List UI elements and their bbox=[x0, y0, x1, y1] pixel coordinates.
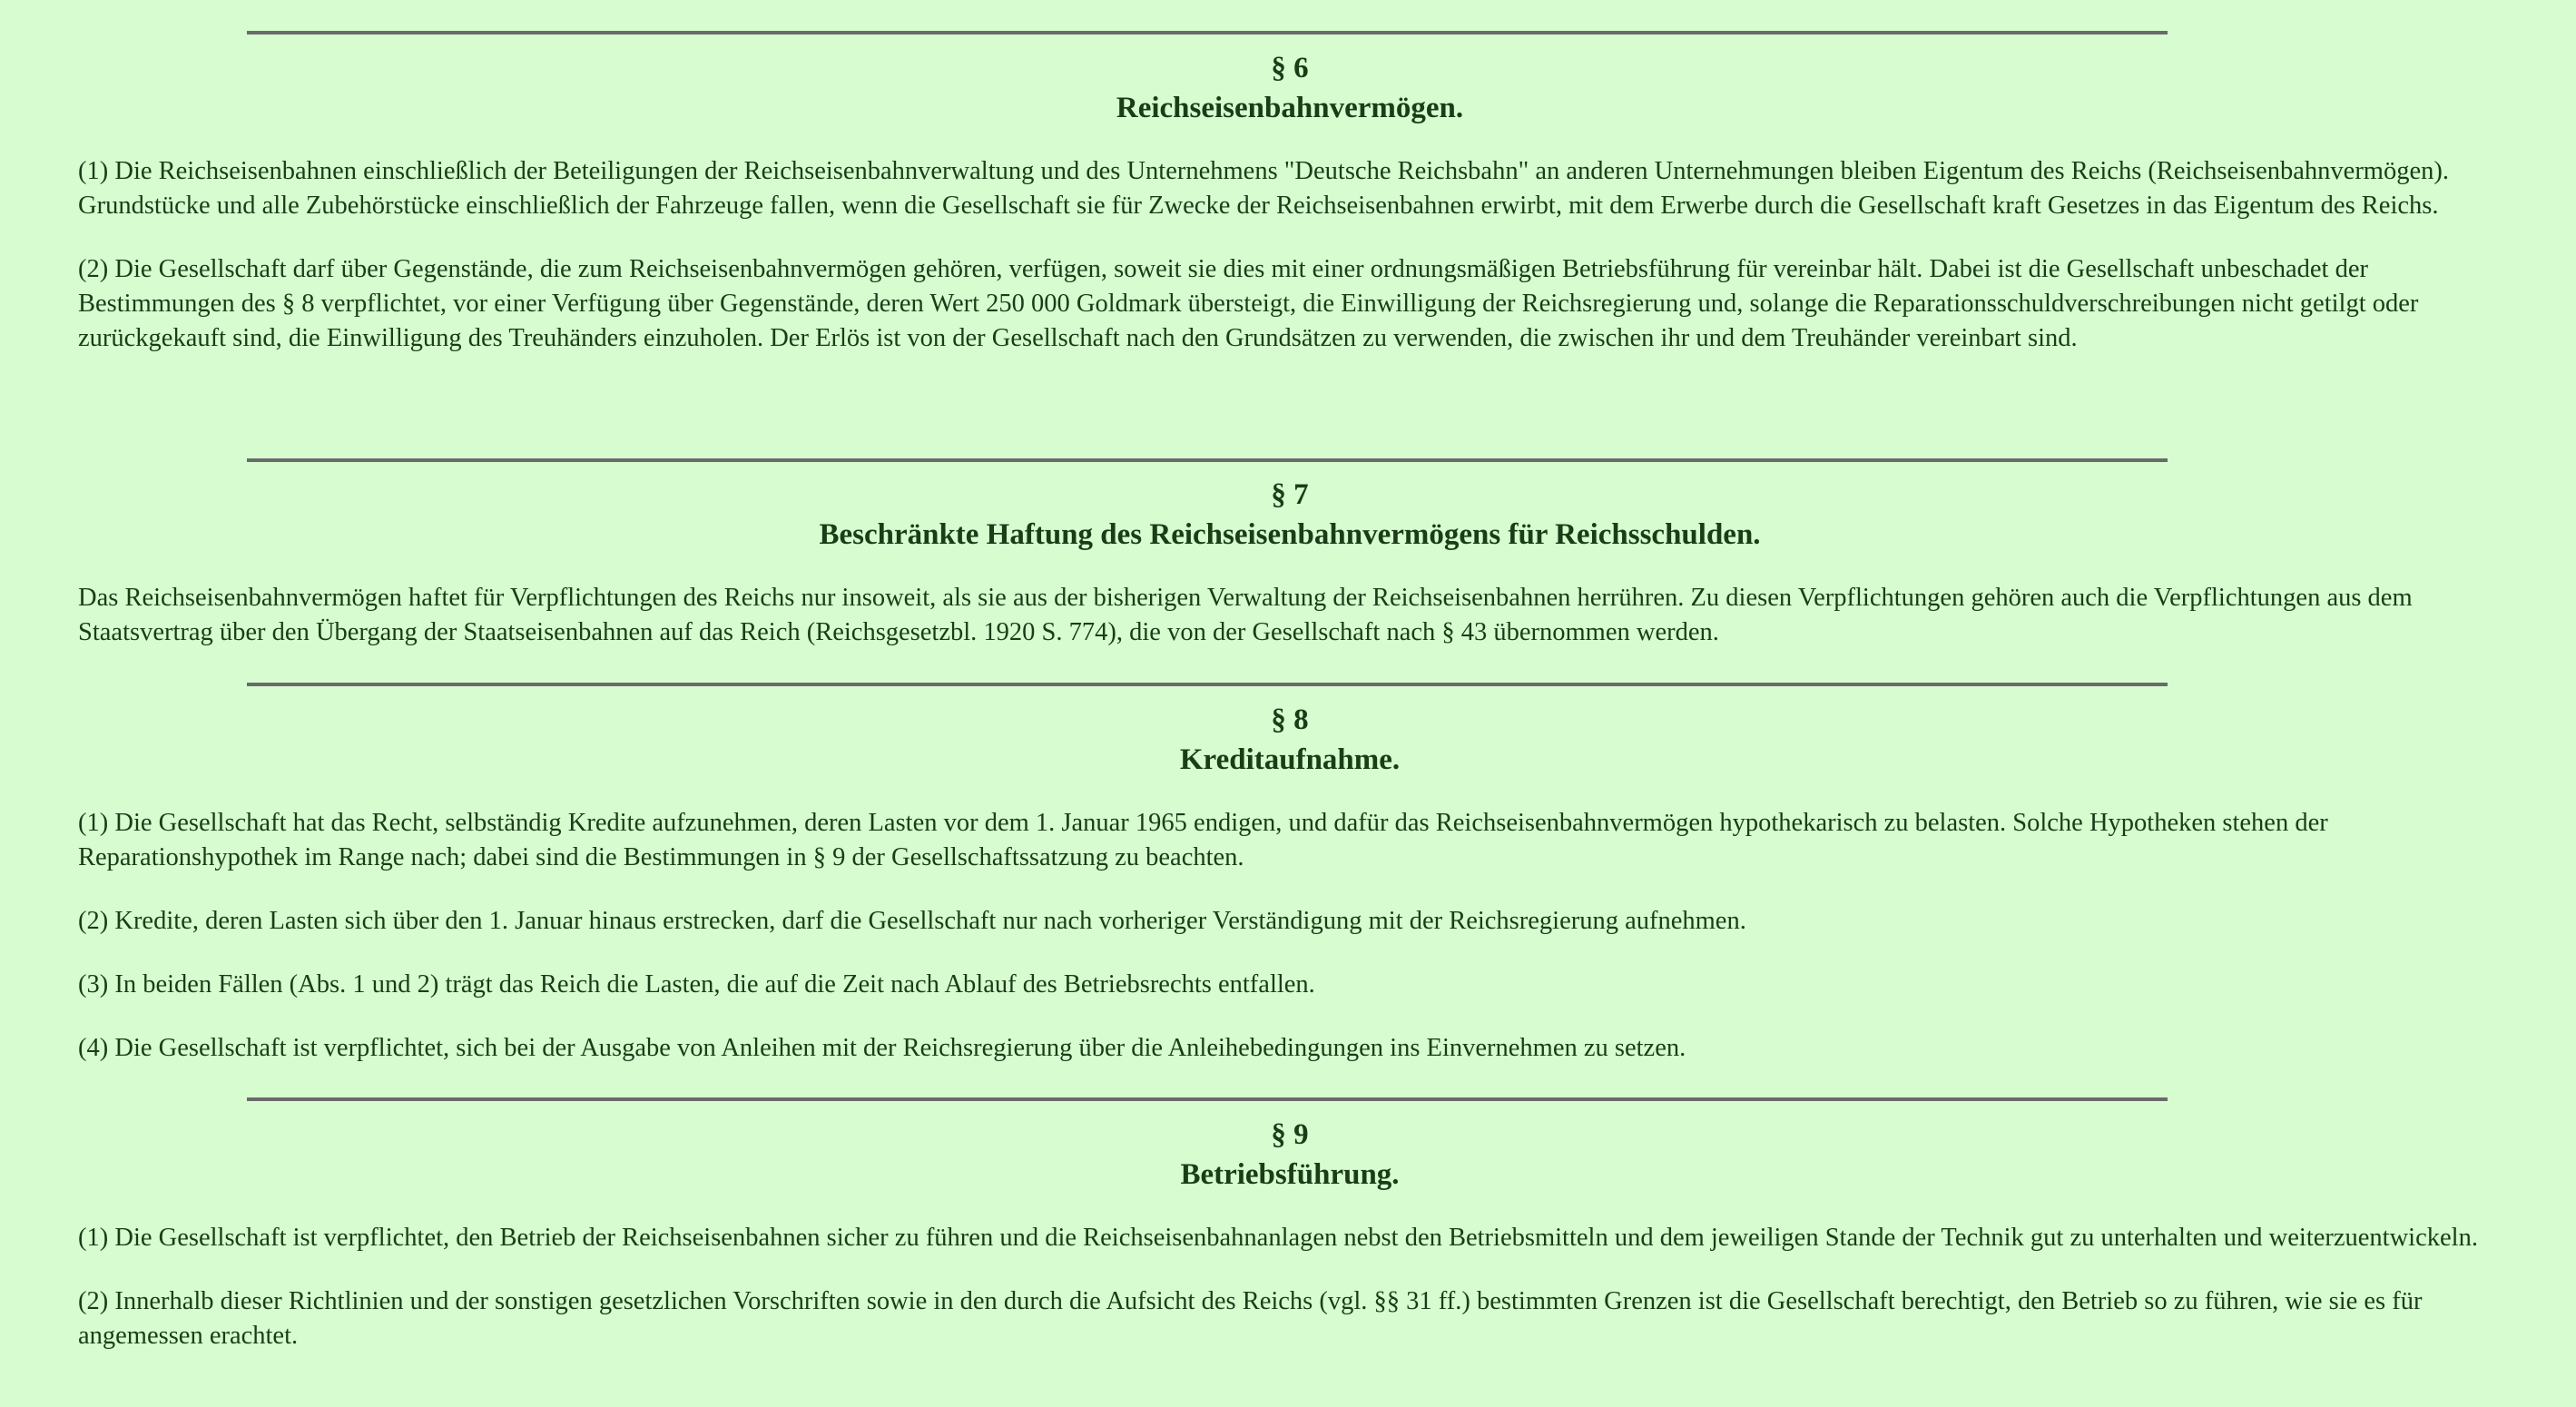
paragraph: Das Reichseisenbahnvermögen haftet für Verpflichtungen des Reichs nur insoweit, als sie aus der bisherigen Verwaltung der Reichseisenbahnen herrühren. Zu diesen Verpflichtungen gehören auch die Verpflichtungen aus dem Staatsvertrag über den Übergang der Staatseisenbahnen auf das Reich (Reichsgesetzbl. 1920 S. 774), die von der Gesellschaft nach § 43 übernommen werden. bbox=[78, 584, 2413, 646]
paragraph: (1) Die Reichseisenbahnen einschließlich der Beteiligungen der Reichseisenbahnverwaltung und des Unternehmens "Deutsche Reichsbahn" an anderen Unternehmungen bleiben Eigentum des Reichs (Reichseisenbahnvermögen). Grundstücke und alle Zubehörstücke einschließlich der Fahrzeuge fallen, wenn die Gesellschaft sie für Zwecke der Reichseisenbahnen erwirbt, mit dem Erwerbe durch die Gesellschaft kraft Gesetzes in das Eigentum des Reichs. bbox=[78, 157, 2449, 220]
section-6 bbox=[78, 48, 2502, 356]
section-number: § 6 bbox=[1271, 52, 1309, 84]
section-8 bbox=[78, 700, 2502, 1066]
section-divider bbox=[247, 683, 2168, 686]
paragraph: (1) Die Gesellschaft ist verpflichtet, den Betrieb der Reichseisenbahnen sicher zu führen und die Reichseisenbahnanlagen nebst den Betriebsmitteln und dem jeweiligen Stande der Technik gut zu unterhalten und weiterzuentwickeln. bbox=[78, 1224, 2478, 1252]
paragraph: (2) Die Gesellschaft darf über Gegenstände, die zum Reichseisenbahnvermögen gehören, verfügen, soweit sie dies mit einer ordnungsmäßigen Betriebsführung für vereinbar hält. Dabei ist die Gesellschaft unbeschadet der Bestimmungen des § 8 verpflichtet, vor einer Verfügung über Gegenstände, deren Wert 250 000 Goldmark übersteigt, die Einwilligung der Reichsregierung und, solange die Reparationsschuldverschreibungen nicht getilgt oder zurückgekauft sind, die Einwilligung des Treuhänders einzuholen. Der Erlös ist von der Gesellschaft nach den Grundsätzen zu verwenden, die zwischen ihr und dem Treuhänder vereinbart sind. bbox=[78, 255, 2419, 352]
section-body bbox=[78, 154, 2502, 356]
section-body bbox=[78, 806, 2502, 1066]
section-7 bbox=[78, 475, 2502, 650]
section-9 bbox=[78, 1115, 2502, 1353]
section-body bbox=[78, 1221, 2502, 1353]
section-divider bbox=[247, 1097, 2168, 1101]
paragraph: (2) Kredite, deren Lasten sich über den 1. Januar hinaus erstrecken, darf die Gesellschaft nur nach vorheriger Verständigung mit der Reichsregierung aufnehmen. bbox=[78, 907, 1746, 935]
section-title: Betriebsführung. bbox=[1180, 1158, 1400, 1191]
section-title: Beschränkte Haftung des Reichseisenbahnvermögens für Reichsschulden. bbox=[819, 518, 1761, 551]
section-number: § 8 bbox=[1271, 704, 1309, 736]
section-body bbox=[78, 581, 2502, 650]
section-divider bbox=[247, 458, 2168, 462]
section-number: § 7 bbox=[1271, 478, 1309, 511]
section-divider bbox=[247, 31, 2168, 34]
paragraph: (1) Die Gesellschaft hat das Recht, selbständig Kredite aufzunehmen, deren Lasten vor dem 1. Januar 1965 endigen, und dafür das Reichseisenbahnvermögen hypothekarisch zu belasten. Solche Hypotheken stehen der Reparationshypothek im Range nach; dabei sind die Bestimmungen in § 9 der Gesellschaftssatzung zu beachten. bbox=[78, 809, 2328, 871]
paragraph: (3) In beiden Fällen (Abs. 1 und 2) trägt das Reich die Lasten, die auf die Zeit nach Ablauf des Betriebsrechts entfallen. bbox=[78, 970, 1315, 999]
section-title: Kreditaufnahme. bbox=[1179, 743, 1401, 776]
paragraph: (2) Innerhalb dieser Richtlinien und der sonstigen gesetzlichen Vorschriften sowie in den durch die Aufsicht des Reichs (vgl. §§ 31 ff.) bestimmten Grenzen ist die Gesellschaft berechtigt, den Betrieb so zu führen, wie sie es für angemessen erachtet. bbox=[78, 1287, 2423, 1350]
section-number: § 9 bbox=[1271, 1118, 1309, 1151]
section-title: Reichseisenbahnvermögen. bbox=[1116, 92, 1464, 124]
paragraph: (4) Die Gesellschaft ist verpflichtet, sich bei der Ausgabe von Anleihen mit der Reichsregierung über die Anleihebedingungen ins Einvernehmen zu setzen. bbox=[78, 1034, 1686, 1062]
